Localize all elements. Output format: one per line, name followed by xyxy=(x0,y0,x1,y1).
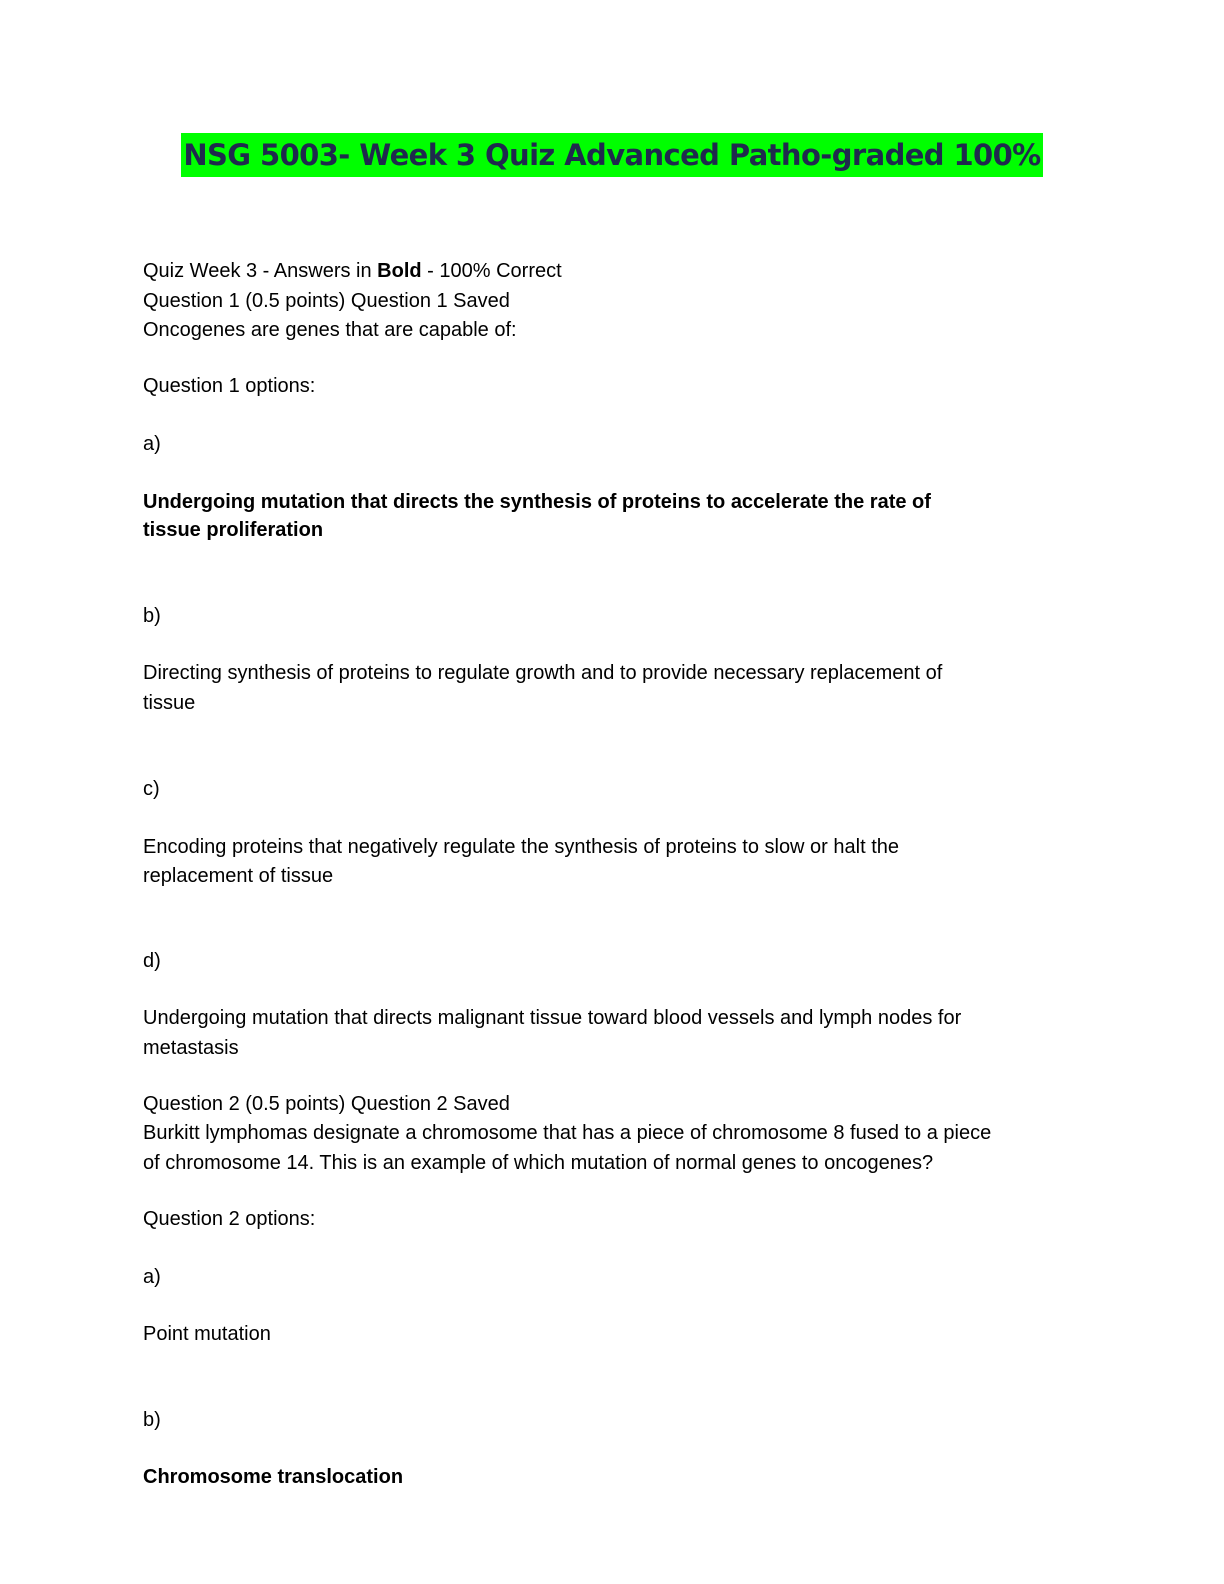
question1-options-label: Question 1 options: xyxy=(143,375,316,397)
question1-option-b-line2: tissue xyxy=(143,692,196,714)
question2-options-label: Question 2 options: xyxy=(143,1208,316,1230)
question1-option-b-line1: Directing synthesis of proteins to regulate growth and to provide necessary replacement of xyxy=(143,662,943,684)
question1-option-c-line2: replacement of tissue xyxy=(143,865,334,887)
question1-option-b-letter: b) xyxy=(143,605,161,627)
question2-option-a-line1: Point mutation xyxy=(143,1323,271,1345)
intro-bold-word: Bold xyxy=(377,260,422,282)
question2-option-b-letter: b) xyxy=(143,1409,161,1431)
question2-option-b-answer-line1: Chromosome translocation xyxy=(143,1466,404,1488)
question1-header: Question 1 (0.5 points) Question 1 Saved xyxy=(143,290,510,312)
question2-text-line1: Burkitt lymphomas designate a chromosome that has a piece of chromosome 8 fused to a piece xyxy=(143,1122,992,1144)
question1-option-d-line2: metastasis xyxy=(143,1037,239,1059)
question1-option-a-answer-line2: tissue proliferation xyxy=(143,519,324,541)
question1-option-d-letter: d) xyxy=(143,950,161,972)
question1-option-a-answer-line1: Undergoing mutation that directs the synthesis of proteins to accelerate the rate of xyxy=(143,491,931,513)
question1-option-a-letter: a) xyxy=(143,433,161,455)
question1-option-c-letter: c) xyxy=(143,778,160,800)
question2-option-a-letter: a) xyxy=(143,1266,161,1288)
document-title: NSG 5003- Week 3 Quiz Advanced Patho-graded 100% xyxy=(181,133,1042,177)
title-container xyxy=(0,133,1224,177)
question1-option-d-line1: Undergoing mutation that directs malignant tissue toward blood vessels and lymph nodes for xyxy=(143,1007,962,1029)
question1-option-c-line1: Encoding proteins that negatively regulate the synthesis of proteins to slow or halt the xyxy=(143,836,900,858)
intro-line xyxy=(143,257,562,286)
intro-prefix: Quiz Week 3 - Answers in xyxy=(143,260,378,282)
question1-text: Oncogenes are genes that are capable of: xyxy=(143,319,517,341)
question2-text-line2: of chromosome 14. This is an example of which mutation of normal genes to oncogenes? xyxy=(143,1152,934,1174)
question2-header: Question 2 (0.5 points) Question 2 Saved xyxy=(143,1093,510,1115)
intro-suffix: - 100% Correct xyxy=(421,260,562,282)
